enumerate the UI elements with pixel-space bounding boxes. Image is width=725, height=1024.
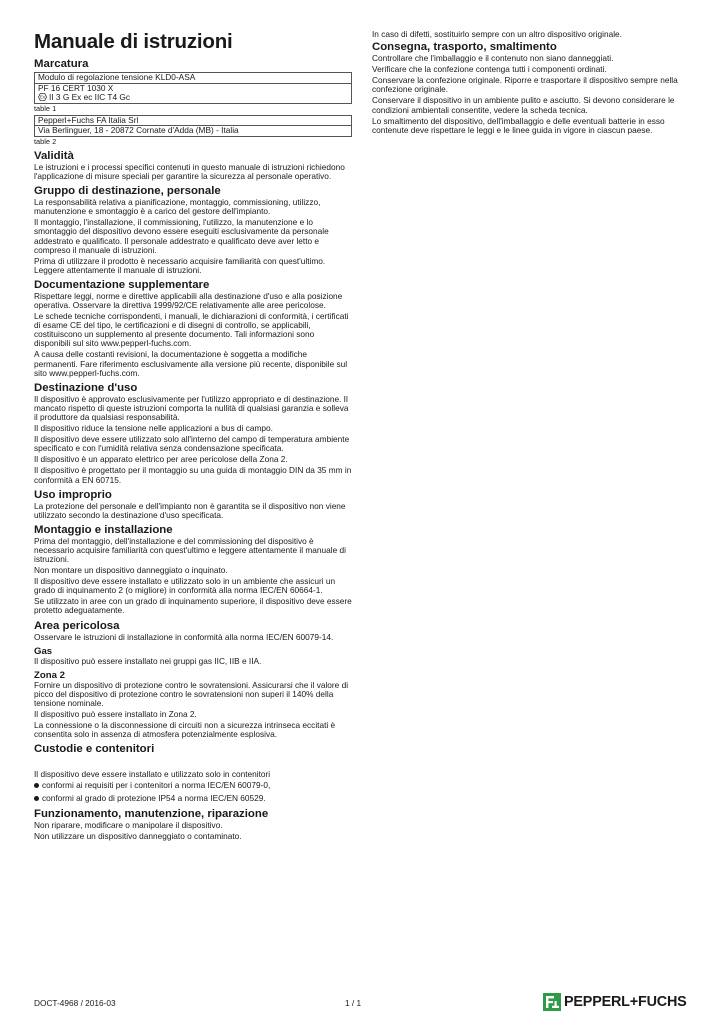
delivery-text-2: Verificare che la confezione contenga tutti i componenti ordinati. <box>372 64 607 75</box>
page-number: 1 / 1 <box>345 998 362 1008</box>
zone2-text-1: Fornire un dispositivo di protezione contro le sovratensioni. Assicurarsi che il valore di picco del dispositivo di protezione contro le sovratensioni non superi il 140% della tensione nominale. <box>34 679 349 708</box>
misuse-text: La protezione del personale e dell'impianto non è garantita se il dispositivo non viene utilizzato secondo la destinazione d'uso specificata. <box>34 500 346 520</box>
target-group-text-2: Il montaggio, l'installazione, il commissioning, l'utilizzo, la manutenzione e lo smontaggio del dispositivo devono essere eseguiti esclusivamente da personale addestrato e qualificato. Il personale addestrato e qualificato deve aver letto e compreso il manuale di istruzioni. <box>34 217 329 255</box>
mounting-text-2: Non montare un dispositivo danneggiato o inquinato. <box>34 565 228 576</box>
documentation-text-2: Le schede tecniche corrispondenti, i manuali, le dichiarazioni di conformità, i certificati di esame CE del tipo, le certificazioni e di disegni di controllo, se applicabili, costituiscono un supplemento al presente documento. Tali informazioni sono disponibili sul sito www.pepperl-fuchs.com. <box>34 311 349 349</box>
hazardous-area-heading: Area pericolosa <box>34 619 120 632</box>
validity-text: Le istruzioni e i processi specifici contenuti in questo manuale di istruzioni richiedono l'applicazione di misure speciali per garantire la sicurezza al personale operativo. <box>34 161 345 182</box>
target-group-text-3: Prima di utilizzare il prodotto è necessario acquisire familiarità con quest'ultimo. Leggere attentamente il manuale di istruzioni. <box>34 255 326 275</box>
bullet-dot-icon <box>34 783 39 788</box>
left-column <box>34 30 352 843</box>
table2-row-company: Pepperl+Fuchs FA Italia Srl <box>38 114 139 125</box>
operation-text-2: Non utilizzare un dispositivo danneggiato o contaminato. <box>34 830 242 841</box>
document-title: Manuale di istruzioni <box>34 30 233 53</box>
table1-row-certificate <box>35 83 351 103</box>
enclosures-bullet-2: conformi al grado di protezione IP54 a norma IEC/EN 60529. <box>34 794 352 803</box>
hazardous-area-text: Osservare le istruzioni di installazione in conformità alla norma IEC/EN 60079-14. <box>34 631 334 642</box>
gas-text: Il dispositivo può essere installato nei gruppi gas IIC, IIB e IIA. <box>34 655 262 666</box>
table1-row-product: Modulo di regolazione tensione KLD0-ASA <box>38 72 196 82</box>
documentation-text-1: Rispettare leggi, norme e direttive applicabili alla destinazione d'uso e alla posizione operativa. Osservare la direttiva 1999/92/CE relativamente alle aree pericolose. <box>34 290 343 310</box>
mounting-text-4: Se utilizzato in aree con un grado di inquinamento superiore, il dispositivo deve essere protetto adeguatamente. <box>34 596 352 616</box>
table1-cert-number: PF 16 CERT 1030 X <box>38 82 114 93</box>
marking-table-1 <box>34 72 352 104</box>
documentation-text-3: A causa delle costanti revisioni, la documentazione è soggetta a modifiche permanenti. Fare riferimento esclusivamente alla versione più recente, disponibile sul sito www.pepperl-fuchs.com. <box>34 349 348 378</box>
operation-text-1: Non riparare, modificare o manipolare il dispositivo. <box>34 819 223 830</box>
operation-text-3: In caso di difetti, sostituirlo sempre con un altro dispositivo originale. <box>372 29 622 39</box>
enclosures-bullet-1: conformi ai requisiti per i contenitori a norma IEC/EN 60079-0, <box>34 781 352 790</box>
delivery-text-1: Controllare che l'imballaggio e il contenuto non siano danneggiati. <box>372 53 614 64</box>
brand-logo <box>543 992 687 1012</box>
target-group-heading: Gruppo di destinazione, personale <box>34 185 221 198</box>
gas-subheading: Gas <box>34 645 53 657</box>
intended-use-text-2: Il dispositivo riduce la tensione nelle applicazioni a bus di campo. <box>34 423 273 434</box>
documentation-heading: Documentazione supplementare <box>34 278 210 291</box>
zone2-text-2: Il dispositivo può essere installato in Zona 2. <box>34 709 197 719</box>
intended-use-text-1: Il dispositivo è approvato esclusivamente per l'utilizzo appropriato e di destinazione. Il mancato rispetto di queste istruzioni comporta la nullità di qualsiasi garanzia e solleva il produttore da qualsiasi responsabilità. <box>34 393 349 422</box>
delivery-heading: Consegna, trasporto, smaltimento <box>372 41 557 54</box>
intended-use-heading: Destinazione d'uso <box>34 381 138 394</box>
table1-caption: table 1 <box>34 103 57 113</box>
intended-use-text-5: Il dispositivo è progettato per il montaggio su una guida di montaggio DIN da 35 mm in conformità a EN 60715. <box>34 465 352 485</box>
ex-hexagon-icon <box>38 93 47 101</box>
delivery-text-5: Lo smaltimento del dispositivo, dell'imballaggio e delle eventuali batterie in esso contenute deve rispettare le leggi e le linee guida in vigore in ciascun paese. <box>372 115 665 135</box>
enclosures-text: Il dispositivo deve essere installato e utilizzato solo in contenitori <box>34 769 271 780</box>
enclosures-heading: Custodie e contenitori <box>34 743 155 756</box>
brand-name: PEPPERL+FUCHS <box>564 994 687 1010</box>
intended-use-text-3: Il dispositivo deve essere utilizzato solo all'interno del campo di temperatura ambiente specificato e con l'umidità relativa senza condensazione specificata. <box>34 434 350 454</box>
zone2-text-3: La connessione o la disconnessione di circuiti non a sicurezza intrinseca eccitati è consentita solo in assenza di atmosfera potenzialmente esplosiva. <box>34 720 336 740</box>
document-code: DOCT-4968 / 2016-03 <box>34 998 116 1008</box>
target-group-text-1: La responsabilità relativa a pianificazione, montaggio, commissioning, utilizzo, manutenzione e smontaggio è a carico del gestore dell'impianto. <box>34 197 321 217</box>
table1-ex-marking: Ex II 3 G Ex ec IIC T4 Gc <box>38 93 348 103</box>
delivery-text-4: Conservare il dispositivo in un ambiente pulito e asciutto. Si devono considerare le condizioni ambientali consentite, vedere la scheda tecnica. <box>372 95 675 115</box>
intended-use-text-4: Il dispositivo è un apparato elettrico per aree pericolose della Zona 2. <box>34 454 288 465</box>
marking-heading: Marcatura <box>34 58 89 70</box>
validity-heading: Validità <box>34 149 74 162</box>
right-column <box>372 30 692 137</box>
mounting-heading: Montaggio e installazione <box>34 523 173 536</box>
bullet-dot-icon <box>34 796 39 801</box>
pepperl-fuchs-logo-icon <box>543 993 561 1011</box>
misuse-heading: Uso improprio <box>34 488 112 501</box>
table2-row-address: Via Berlinguer, 18 - 20872 Cornate d'Adda (MB) - Italia <box>35 125 351 136</box>
delivery-text-3: Conservare la confezione originale. Riporre e trasportare il dispositivo sempre nella confezione originale. <box>372 75 678 95</box>
operation-heading: Funzionamento, manutenzione, riparazione <box>34 807 269 820</box>
mounting-text-1: Prima del montaggio, dell'installazione e del commissioning del dispositivo è necessario acquisire familiarità con quest'ultimo e leggere attentamente il manuale di istruzioni. <box>34 535 346 564</box>
table2-caption: table 2 <box>34 136 57 146</box>
mounting-text-3: Il dispositivo deve essere installato e utilizzato solo in un ambiente che assicuri un grado di inquinamento 2 (o migliore) in conformità alla norma IEC/EN 60664-1. <box>34 576 336 596</box>
zone2-subheading: Zona 2 <box>34 669 65 681</box>
svg-text:Ex: Ex <box>40 94 45 100</box>
marking-table-2 <box>34 115 352 137</box>
